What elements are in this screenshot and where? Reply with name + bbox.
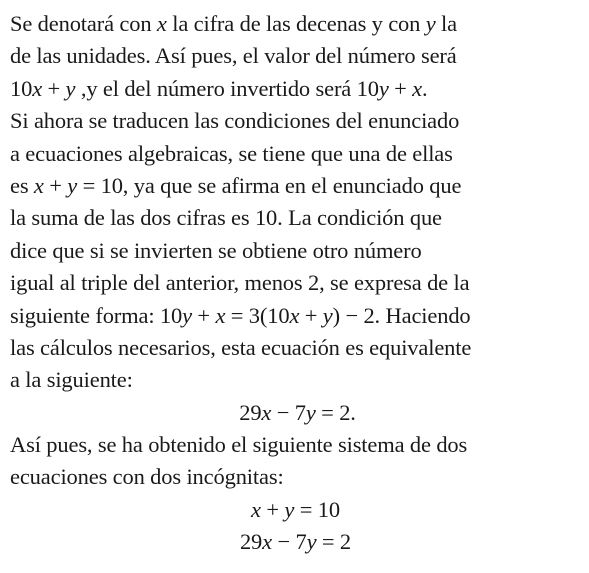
math-variable: x [251, 496, 261, 522]
math-variable: y [378, 75, 389, 101]
math-variable: y [306, 529, 317, 555]
text-run: − 7 [271, 399, 306, 425]
text-run: + [260, 496, 285, 522]
text-run: = 2. [315, 399, 356, 425]
text-run: las cálculos necesarios, esta ecuación es equivalente [10, 334, 472, 360]
math-variable: x [33, 172, 44, 198]
math-variable: y [284, 496, 295, 522]
text-run: + [299, 302, 323, 328]
math-variable: y [322, 302, 333, 328]
text-line [10, 202, 581, 234]
text-run: Se denotará con [10, 11, 157, 36]
text-run: − 7 [272, 529, 307, 555]
text-line [10, 73, 581, 105]
text-run: la suma de las dos cifras es 10. La condición que [10, 205, 442, 231]
text-run: siguiente forma: 10 [10, 302, 183, 328]
text-line [10, 300, 581, 332]
math-variable: x [261, 399, 272, 425]
math-variable: y [182, 302, 192, 328]
text-line [10, 429, 581, 461]
math-variable: y [67, 172, 78, 198]
math-variable: x [215, 302, 226, 328]
text-run: ecuaciones con dos incógnitas: [10, 464, 284, 490]
math-variable: x [412, 75, 422, 101]
text-run: 29 [239, 529, 263, 555]
math-variable: x [32, 75, 43, 101]
text-run: Así pues, se ha obtenido el siguiente sistema de dos [10, 432, 468, 458]
equation-line [10, 526, 581, 558]
text-run: 29 [239, 399, 262, 425]
text-run: igual al triple del anterior, menos 2, se expresa de la [10, 270, 470, 296]
equation-line [10, 494, 581, 526]
text-line [10, 267, 581, 299]
text-run: = 2 [316, 529, 352, 555]
text-run: la cifra de las decenas y con [166, 11, 426, 36]
text-run: Si ahora se traducen las condiciones del enunciado [10, 108, 460, 134]
text-run: + [388, 75, 413, 101]
math-variable: y [425, 11, 436, 36]
math-variable: x [156, 11, 167, 36]
text-run: de las unidades. Así pues, el valor del número será [10, 43, 457, 69]
text-run: a ecuaciones algebraicas, se tiene que una de ellas [10, 140, 453, 166]
text-line [10, 170, 581, 202]
text-run: a la siguiente: [10, 367, 133, 393]
text-run: + [191, 302, 216, 328]
text-run: es [10, 172, 34, 198]
text-run: dice que si se invierten se obtiene otro número [10, 237, 422, 263]
text-run: ,y el del número invertido será 10 [75, 75, 379, 101]
text-run: = 3(10 [225, 302, 290, 328]
text-line [10, 364, 581, 396]
text-run: = 10, ya que se afirma en el enunciado que [77, 172, 462, 198]
text-line [10, 138, 581, 170]
text-run: + [42, 75, 66, 101]
text-line [10, 461, 581, 493]
text-line [10, 235, 581, 267]
math-variable: y [65, 75, 76, 101]
text-line [10, 40, 581, 72]
text-run: = 10 [294, 496, 340, 522]
equation-line [10, 397, 581, 429]
text-line [10, 8, 581, 40]
math-variable: x [262, 529, 272, 555]
text-body [10, 8, 581, 559]
text-run: la [435, 11, 457, 36]
text-run: . [422, 75, 428, 101]
text-run: + [43, 172, 68, 198]
text-line [10, 105, 581, 137]
text-line [10, 332, 581, 364]
text-run: ) − 2. Haciendo [332, 302, 471, 328]
text-run: 10 [10, 75, 33, 101]
math-variable: x [289, 302, 300, 328]
math-variable: y [305, 399, 316, 425]
